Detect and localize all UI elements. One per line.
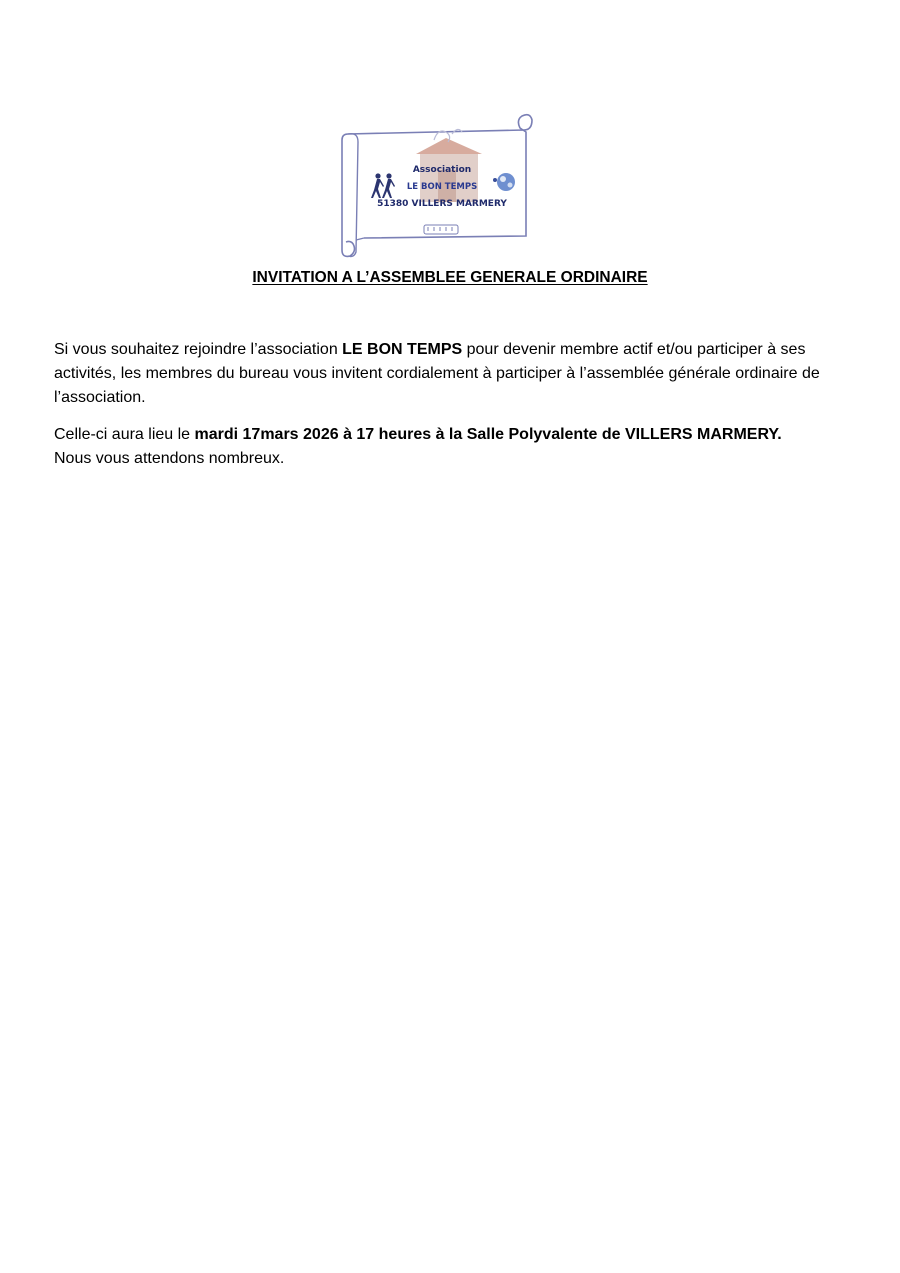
paragraph-invitation — [54, 338, 844, 410]
logo-line-association: Association — [412, 165, 472, 175]
paragraph-date-before: Celle-ci aura lieu le — [54, 426, 195, 443]
bus-icon — [424, 225, 458, 234]
association-logo — [334, 110, 538, 260]
paragraph-closing: Nous vous attendons nombreux. — [54, 450, 285, 467]
association-name: LE BON TEMPS — [342, 341, 463, 358]
paragraph-invitation-after: pour devenir membre actif et/ou participer à ses activités, les membres du bureau vous invitent cordialement à participer à l’assemblée générale ordinaire de l’association. — [54, 341, 820, 406]
paragraph-invitation-before: Si vous souhaitez rejoindre l’association — [54, 341, 343, 358]
logo-line-address: 51380 VILLERS MARMERY — [377, 199, 507, 209]
logo-line-name: LE BON TEMPS — [406, 182, 478, 192]
paragraph-date — [54, 423, 844, 447]
meeting-date-location: mardi 17mars 2026 à 17 heures à la Salle Polyvalente de VILLERS MARMERY. — [194, 426, 782, 443]
document-title: INVITATION A L’ASSEMBLEE GENERALE ORDINAIRE — [252, 269, 648, 286]
